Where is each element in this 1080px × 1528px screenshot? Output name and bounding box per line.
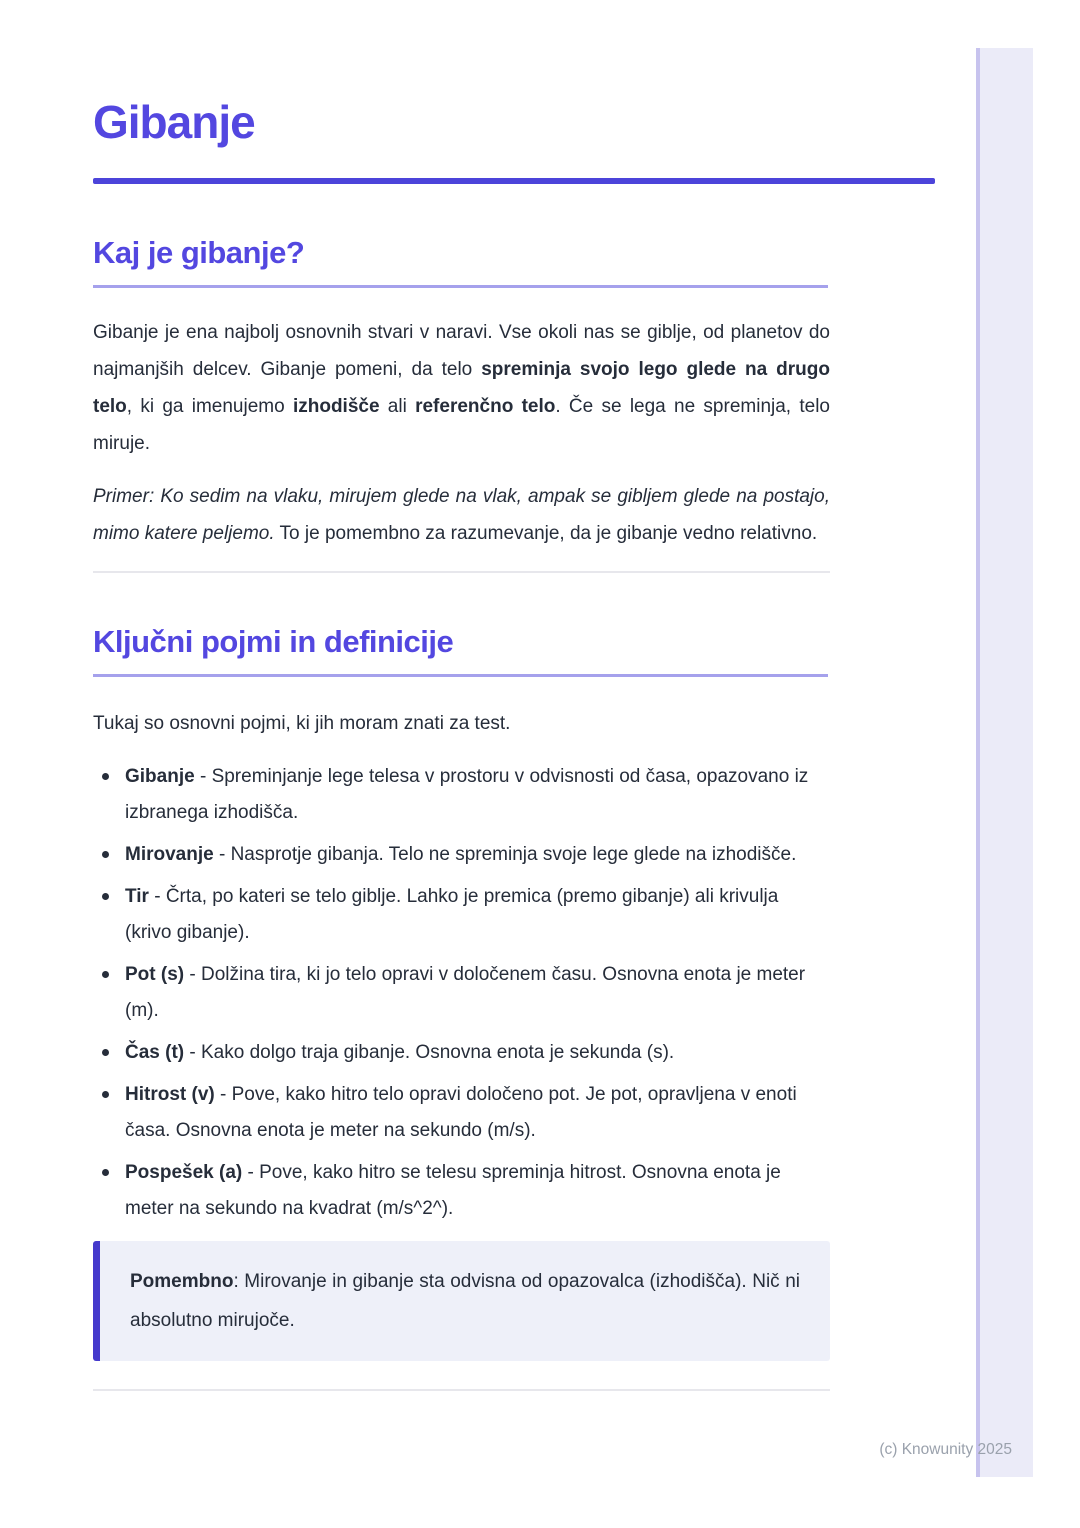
list-item-mirovanje	[93, 837, 830, 873]
heading-underline	[93, 674, 828, 677]
term-description: - Kako dolgo traja gibanje. Osnovna enota je sekunda (s).	[184, 1042, 675, 1063]
list-item-cas	[93, 1035, 830, 1071]
list-item-pot	[93, 957, 830, 1029]
footer-divider	[93, 1389, 830, 1391]
term-description: - Črta, po kateri se telo giblje. Lahko je premica (premo gibanje) ali krivulja (krivo gibanje).	[125, 886, 779, 943]
list-item-pospesek	[93, 1155, 830, 1227]
heading-underline	[93, 285, 828, 288]
content-column	[93, 0, 830, 1391]
important-callout	[93, 1241, 830, 1361]
term-description: - Pove, kako hitro se telesu spreminja hitrost. Osnovna enota je meter na sekundo na kvadrat (m/s^2^).	[125, 1162, 781, 1219]
section-heading-what-is-motion: Kaj je gibanje?	[93, 235, 305, 270]
term-label: Pospešek (a)	[125, 1162, 243, 1183]
example-paragraph: Primer: Ko sedim na vlaku, mirujem glede na vlak, ampak se gibljem glede na postajo, mimo katere peljemo. To je pomembno za razumevanje, da je gibanje vedno relativno.	[93, 486, 830, 544]
list-item-hitrost	[93, 1077, 830, 1149]
intro-paragraph: Gibanje je ena najbolj osnovnih stvari v naravi. Vse okoli nas se giblje, od planetov do najmanjših delcev. Gibanje pomeni, da telo spreminja svojo lego glede na drugo telo, ki ga imenujemo izhodišče ali referenčno telo. Če se lega ne spreminja, telo miruje.	[93, 322, 831, 454]
copyright-notice: (c) Knowunity 2025	[879, 1441, 1012, 1458]
term-label: Hitrost (v)	[125, 1084, 215, 1105]
right-accent-bar	[976, 48, 1033, 1477]
callout-text: Pomembno: Mirovanje in gibanje sta odvisna od opazovalca (izhodišča). Nič ni absolutno mirujoče.	[130, 1271, 800, 1331]
term-label: Tir	[125, 886, 149, 907]
term-label: Gibanje	[125, 766, 195, 787]
section-divider	[93, 571, 830, 573]
term-description: - Nasprotje gibanja. Telo ne spreminja svoje lege glede na izhodišče.	[213, 844, 797, 865]
term-label: Čas (t)	[125, 1042, 185, 1063]
term-label: Mirovanje	[125, 844, 214, 865]
section-what-is-motion	[93, 235, 830, 552]
term-description: - Pove, kako hitro telo opravi določeno pot. Je pot, opravljena v enoti časa. Osnovna enota je meter na sekundo (m/s).	[125, 1084, 797, 1141]
term-description: - Dolžina tira, ki jo telo opravi v določenem času. Osnovna enota je meter (m).	[125, 964, 806, 1021]
section-heading-key-terms: Ključni pojmi in definicije	[93, 624, 454, 659]
title-rule	[93, 178, 935, 184]
section-key-terms	[93, 624, 830, 1361]
term-label: Pot (s)	[125, 964, 185, 985]
page-title: Gibanje	[93, 96, 255, 148]
list-item-gibanje	[93, 759, 830, 831]
term-description: - Spreminjanje lege telesa v prostoru v odvisnosti od časa, opazovano iz izbranega izhodišča.	[125, 766, 809, 823]
key-terms-list	[93, 759, 830, 1227]
list-item-tir	[93, 879, 830, 951]
key-terms-intro: Tukaj so osnovni pojmi, ki jih moram znati za test.	[93, 713, 511, 734]
